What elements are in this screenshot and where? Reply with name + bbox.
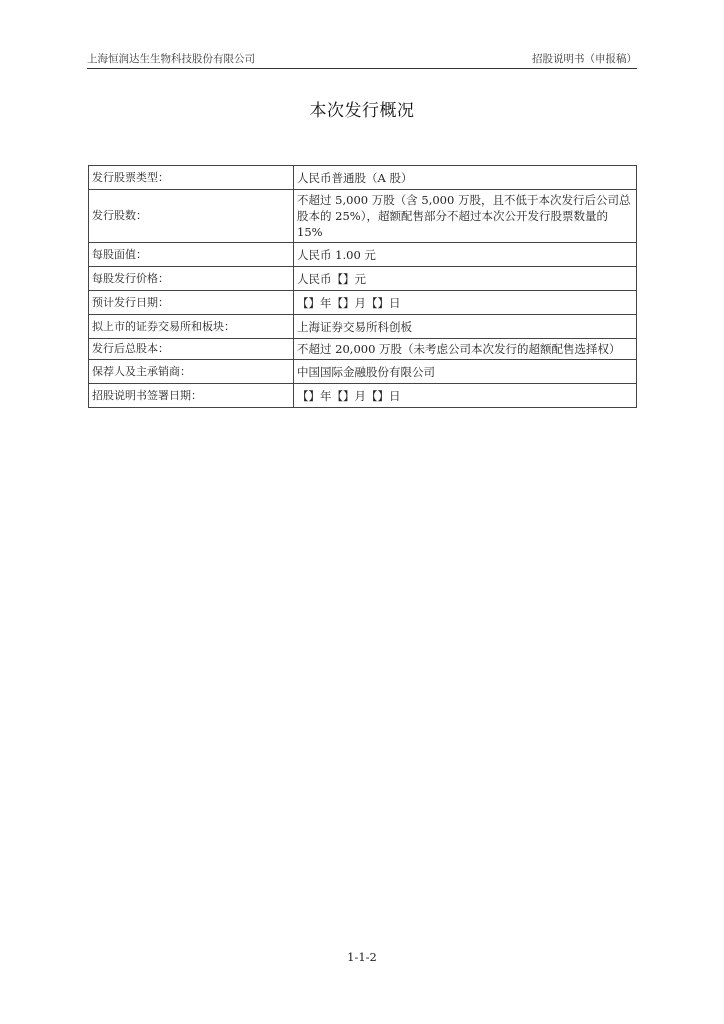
table-row [89,339,637,360]
table-row [89,267,637,291]
row-label: 每股发行价格： [89,267,294,291]
table-row [89,360,637,384]
row-label: 拟上市的证券交易所和板块： [89,315,294,339]
row-value: 人民币【】元 [294,267,637,291]
page-title: 本次发行概况 [309,101,415,121]
row-value: 【】年【】月【】日 [294,291,637,315]
table-row [89,384,637,408]
offering-summary-table [88,165,637,408]
row-label: 保荐人及主承销商： [89,360,294,384]
row-label: 发行股数： [89,190,294,243]
row-value: 不超过 5,000 万股（含 5,000 万股，且不低于本次发行后公司总股本的 25%），超额配售部分不超过本次公开发行股票数量的 15% [294,190,637,243]
row-value: 中国国际金融股份有限公司 [294,360,637,384]
row-label: 招股说明书签署日期： [89,384,294,408]
table-row [89,243,637,267]
row-value: 上海证券交易所科创板 [294,315,637,339]
row-value: 人民币普通股（A 股） [294,166,637,190]
page-number: 1-1-2 [347,950,377,964]
row-value: 人民币 1.00 元 [294,243,637,267]
table-row [89,190,637,243]
header-document-type: 招股说明书（申报稿） [532,53,637,65]
row-value: 不超过 20,000 万股（未考虑公司本次发行的超额配售选择权） [294,339,637,360]
table-row [89,315,637,339]
table-row [89,291,637,315]
table-row [89,166,637,190]
page-header [87,50,637,69]
row-label: 发行后总股本： [89,339,294,360]
row-label: 每股面值： [89,243,294,267]
row-label: 预计发行日期： [89,291,294,315]
header-company-name: 上海恒润达生生物科技股份有限公司 [87,53,255,65]
row-value: 【】年【】月【】日 [294,384,637,408]
row-label: 发行股票类型： [89,166,294,190]
